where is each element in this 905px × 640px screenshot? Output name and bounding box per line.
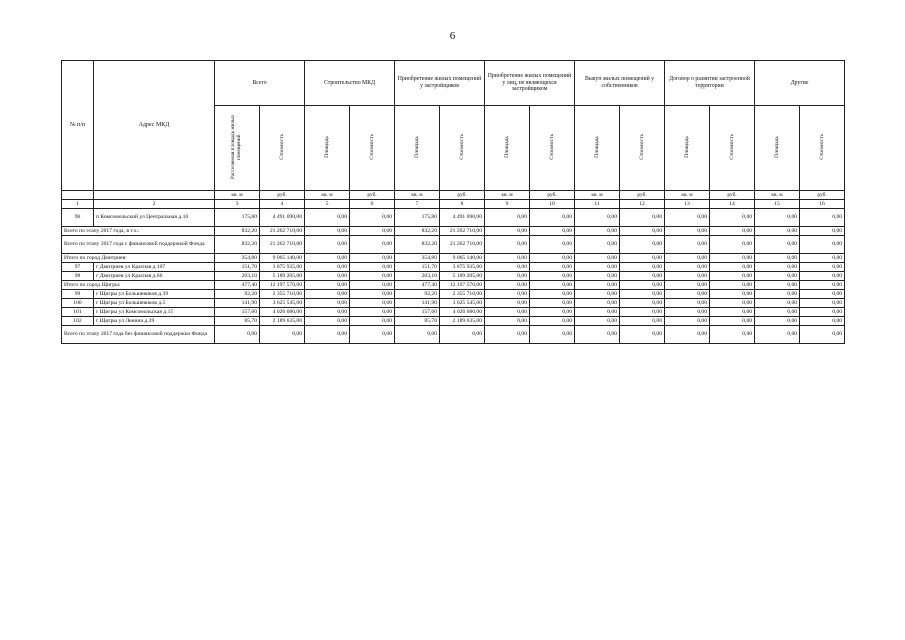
value-cell: 0,00 [530, 317, 575, 326]
value-cell: 0,00 [710, 290, 755, 299]
value-cell: 0,00 [620, 254, 665, 263]
value-cell: 0,00 [305, 272, 350, 281]
row-address: г Дмитриев ул Красная д.107 [94, 263, 215, 272]
unit-rub: руб. [350, 191, 395, 200]
value-cell: 0,00 [800, 263, 845, 272]
row-number: 100 [62, 299, 94, 308]
table-row [62, 317, 845, 326]
header-area: Площадь [305, 106, 350, 191]
value-cell: 832,20 [395, 227, 440, 236]
row-number: 99 [62, 290, 94, 299]
value-cell: 0,00 [800, 227, 845, 236]
value-cell: 0,00 [350, 299, 395, 308]
value-cell: 141,90 [395, 299, 440, 308]
header-cost: Стоимость [710, 106, 755, 191]
column-number: 9 [485, 200, 530, 209]
value-cell: 0,00 [575, 308, 620, 317]
column-number: 12 [620, 200, 665, 209]
value-cell: 0,00 [575, 272, 620, 281]
value-cell: 0,00 [350, 317, 395, 326]
row-total-label: Всего по этапу 2017 года, в т.ч.: [62, 227, 215, 236]
value-cell: 0,00 [575, 317, 620, 326]
header-area: Площадь [755, 106, 800, 191]
value-cell: 832,20 [215, 227, 260, 236]
value-cell: 0,00 [620, 308, 665, 317]
value-cell: 0,00 [350, 326, 395, 344]
value-cell: 0,00 [305, 326, 350, 344]
unit-area: кв. м [755, 191, 800, 200]
column-number: 15 [755, 200, 800, 209]
value-cell: 0,00 [800, 326, 845, 344]
value-cell: 0,00 [530, 263, 575, 272]
value-cell: 0,00 [755, 281, 800, 290]
value-cell: 0,00 [710, 263, 755, 272]
value-cell: 0,00 [530, 236, 575, 254]
value-cell: 0,00 [665, 254, 710, 263]
value-cell: 0,00 [350, 290, 395, 299]
value-cell: 0,00 [620, 317, 665, 326]
value-cell: 0,00 [350, 308, 395, 317]
value-cell: 203,10 [395, 272, 440, 281]
value-cell: 0,00 [800, 272, 845, 281]
unit-area: кв. м [305, 191, 350, 200]
value-cell: 3 625 545,00 [260, 299, 305, 308]
value-cell: 0,00 [305, 281, 350, 290]
value-cell: 0,00 [755, 227, 800, 236]
value-cell: 0,00 [305, 290, 350, 299]
value-cell: 0,00 [530, 272, 575, 281]
value-cell: 0,00 [305, 317, 350, 326]
value-cell: 0,00 [395, 326, 440, 344]
column-number: 7 [395, 200, 440, 209]
unit-rub: руб. [620, 191, 665, 200]
value-cell: 0,00 [665, 317, 710, 326]
page-number: 6 [449, 30, 456, 42]
value-cell: 0,00 [485, 281, 530, 290]
value-cell: 0,00 [710, 209, 755, 227]
value-cell: 9 065 140,00 [440, 254, 485, 263]
table-row [62, 209, 845, 227]
value-cell: 0,00 [575, 263, 620, 272]
value-cell: 0,00 [710, 317, 755, 326]
unit-area: кв. м [485, 191, 530, 200]
value-cell: 157,60 [215, 308, 260, 317]
value-cell: 0,00 [485, 299, 530, 308]
value-cell: 21 262 710,00 [440, 227, 485, 236]
total-row [62, 236, 845, 254]
column-number: 3 [215, 200, 260, 209]
column-number: 11 [575, 200, 620, 209]
row-address: г Щигры ул Комсомольская д.15 [94, 308, 215, 317]
value-cell: 4 491 690,00 [440, 209, 485, 227]
value-cell: 0,00 [575, 209, 620, 227]
header-group-total: Всего [215, 61, 305, 106]
column-number: 1 [62, 200, 94, 209]
value-cell: 0,00 [665, 272, 710, 281]
unit-rub: руб. [710, 191, 755, 200]
value-cell: 0,00 [620, 290, 665, 299]
row-total-label: Всего по этапу 2017 года без финансовой поддержки Фонда [62, 326, 215, 344]
row-address: г Щигры ул Большевиков д.5 [94, 299, 215, 308]
value-cell: 354,80 [215, 254, 260, 263]
unit-cell [62, 191, 94, 200]
value-cell: 0,00 [710, 299, 755, 308]
value-cell: 0,00 [620, 326, 665, 344]
value-cell: 0,00 [755, 209, 800, 227]
value-cell: 151,70 [395, 263, 440, 272]
header-address: Адрес МКД [94, 61, 215, 191]
value-cell: 354,80 [395, 254, 440, 263]
value-cell: 157,60 [395, 308, 440, 317]
value-cell: 0,00 [800, 308, 845, 317]
header-group-other: Другие [755, 61, 845, 106]
value-cell: 2 189 635,00 [440, 317, 485, 326]
unit-rub: руб. [800, 191, 845, 200]
value-cell: 3 625 545,00 [440, 299, 485, 308]
value-cell: 0,00 [350, 227, 395, 236]
value-cell: 0,00 [530, 326, 575, 344]
value-cell: 0,00 [485, 254, 530, 263]
value-cell: 0,00 [575, 236, 620, 254]
unit-area: кв. м [665, 191, 710, 200]
value-cell: 0,00 [530, 227, 575, 236]
value-cell: 151,70 [215, 263, 260, 272]
unit-area: кв. м [395, 191, 440, 200]
value-cell: 0,00 [305, 209, 350, 227]
value-cell: 0,00 [350, 272, 395, 281]
value-cell: 832,20 [395, 236, 440, 254]
value-cell: 0,00 [710, 254, 755, 263]
value-cell: 4 491 690,00 [260, 209, 305, 227]
row-number: 102 [62, 317, 94, 326]
value-cell: 0,00 [665, 263, 710, 272]
value-cell: 0,00 [755, 272, 800, 281]
value-cell: 21 262 710,00 [260, 227, 305, 236]
value-cell: 0,00 [575, 227, 620, 236]
header-group-development-contract: Договор о развитии застроенной территории [665, 61, 755, 106]
value-cell: 92,20 [215, 290, 260, 299]
value-cell: 0,00 [665, 227, 710, 236]
unit-rub: руб. [440, 191, 485, 200]
table-row [62, 290, 845, 299]
value-cell: 0,00 [665, 281, 710, 290]
value-cell: 0,00 [575, 254, 620, 263]
value-cell: 832,20 [215, 236, 260, 254]
housing-resettlement-table [61, 60, 845, 344]
column-number: 5 [305, 200, 350, 209]
value-cell: 0,00 [305, 299, 350, 308]
header-group-developer-purchase: Приобретение жилых помещений у застройщиков [395, 61, 485, 106]
value-cell: 0,00 [755, 308, 800, 317]
value-cell: 2 355 710,00 [440, 290, 485, 299]
value-cell: 0,00 [665, 299, 710, 308]
value-cell: 92,20 [395, 290, 440, 299]
value-cell: 4 026 680,00 [440, 308, 485, 317]
table-row [62, 308, 845, 317]
row-address: п Комсомольский ул Центральная д.10 [94, 209, 215, 227]
value-cell: 0,00 [755, 299, 800, 308]
value-cell: 0,00 [305, 263, 350, 272]
value-cell: 0,00 [710, 326, 755, 344]
value-cell: 0,00 [215, 326, 260, 344]
value-cell: 21 262 710,00 [260, 236, 305, 254]
value-cell: 0,00 [530, 290, 575, 299]
value-cell: 0,00 [620, 281, 665, 290]
value-cell: 0,00 [485, 326, 530, 344]
column-number: 6 [350, 200, 395, 209]
value-cell: 0,00 [755, 254, 800, 263]
value-cell: 0,00 [755, 290, 800, 299]
value-cell: 0,00 [575, 299, 620, 308]
value-cell: 0,00 [350, 209, 395, 227]
value-cell: 0,00 [575, 281, 620, 290]
value-cell: 5 189 205,00 [260, 272, 305, 281]
value-cell: 21 262 710,00 [440, 236, 485, 254]
header-area: Площадь [485, 106, 530, 191]
value-cell: 0,00 [350, 281, 395, 290]
value-cell: 0,00 [350, 263, 395, 272]
value-cell: 0,00 [485, 290, 530, 299]
header-group-construction: Строительство МКД [305, 61, 395, 106]
header-cost: Стоимость [530, 106, 575, 191]
unit-area: кв. м [215, 191, 260, 200]
value-cell: 0,00 [530, 254, 575, 263]
column-number: 14 [710, 200, 755, 209]
value-cell: 0,00 [485, 227, 530, 236]
value-cell: 141,90 [215, 299, 260, 308]
header-group-nondeveloper-purchase: Приобретение жилых помещений у лиц, не являющихся застройщиком [485, 61, 575, 106]
value-cell: 0,00 [485, 272, 530, 281]
value-cell: 0,00 [800, 317, 845, 326]
table-row [62, 299, 845, 308]
value-cell: 477,40 [395, 281, 440, 290]
value-cell: 0,00 [305, 308, 350, 317]
row-number: 101 [62, 308, 94, 317]
row-total-label: Итого по город Щигры: [62, 281, 215, 290]
header-cost: Стоимость [260, 106, 305, 191]
header-area: Площадь [665, 106, 710, 191]
value-cell: 85,70 [215, 317, 260, 326]
row-address: г Дмитриев ул Красная д.66 [94, 272, 215, 281]
header-group-owner-buyout: Выкуп жилых помещений у собственников [575, 61, 665, 106]
value-cell: 0,00 [755, 236, 800, 254]
value-cell: 0,00 [710, 236, 755, 254]
value-cell: 0,00 [260, 326, 305, 344]
unit-rub: руб. [260, 191, 305, 200]
header-group-row [62, 61, 845, 106]
row-address: г Щигры ул Большевиков д.39 [94, 290, 215, 299]
value-cell: 0,00 [305, 236, 350, 254]
header-area: Площадь [395, 106, 440, 191]
unit-cell [94, 191, 215, 200]
table-row [62, 263, 845, 272]
value-cell: 3 875 935,00 [440, 263, 485, 272]
value-cell: 0,00 [665, 290, 710, 299]
value-cell: 0,00 [485, 209, 530, 227]
unit-area: кв. м [575, 191, 620, 200]
value-cell: 203,10 [215, 272, 260, 281]
value-cell: 477,40 [215, 281, 260, 290]
row-total-label: Итого по город Дмитриев: [62, 254, 215, 263]
value-cell: 0,00 [710, 308, 755, 317]
table-row [62, 272, 845, 281]
value-cell: 0,00 [485, 236, 530, 254]
value-cell: 12 197 570,00 [440, 281, 485, 290]
value-cell: 0,00 [755, 263, 800, 272]
value-cell: 0,00 [485, 317, 530, 326]
value-cell: 0,00 [710, 272, 755, 281]
value-cell: 0,00 [530, 281, 575, 290]
value-cell: 2 355 710,00 [260, 290, 305, 299]
value-cell: 0,00 [800, 236, 845, 254]
value-cell: 0,00 [755, 326, 800, 344]
value-cell: 0,00 [530, 299, 575, 308]
table-body [62, 209, 845, 344]
header-area: Площадь [575, 106, 620, 191]
header-resettled-area: Расселяемая площадь жилых помещений [215, 106, 260, 191]
value-cell: 0,00 [710, 281, 755, 290]
units-row [62, 191, 845, 200]
value-cell: 175,80 [215, 209, 260, 227]
value-cell: 2 189 635,00 [260, 317, 305, 326]
value-cell: 0,00 [575, 290, 620, 299]
value-cell: 0,00 [530, 308, 575, 317]
value-cell: 0,00 [530, 209, 575, 227]
row-number: 98 [62, 272, 94, 281]
value-cell: 0,00 [440, 326, 485, 344]
column-number: 4 [260, 200, 305, 209]
value-cell: 0,00 [485, 308, 530, 317]
value-cell: 0,00 [620, 263, 665, 272]
value-cell: 0,00 [800, 299, 845, 308]
value-cell: 0,00 [620, 236, 665, 254]
value-cell: 0,00 [710, 227, 755, 236]
value-cell: 5 189 205,00 [440, 272, 485, 281]
row-number: 96 [62, 209, 94, 227]
value-cell: 0,00 [350, 236, 395, 254]
value-cell: 12 197 570,00 [260, 281, 305, 290]
value-cell: 0,00 [620, 209, 665, 227]
row-total-label: Всего по этапу 2017 года с финансовой поддержкой Фонда [62, 236, 215, 254]
value-cell: 9 065 140,00 [260, 254, 305, 263]
column-number: 16 [800, 200, 845, 209]
header-cost: Стоимость [620, 106, 665, 191]
value-cell: 0,00 [620, 272, 665, 281]
value-cell: 0,00 [485, 263, 530, 272]
header-row-number: № п/п [62, 61, 94, 191]
value-cell: 0,00 [800, 290, 845, 299]
value-cell: 4 026 680,00 [260, 308, 305, 317]
column-numbers-row [62, 200, 845, 209]
value-cell: 0,00 [620, 299, 665, 308]
total-row [62, 227, 845, 236]
column-number: 10 [530, 200, 575, 209]
total-row [62, 326, 845, 344]
row-number: 97 [62, 263, 94, 272]
value-cell: 0,00 [800, 281, 845, 290]
value-cell: 0,00 [665, 308, 710, 317]
value-cell: 0,00 [665, 209, 710, 227]
value-cell: 0,00 [800, 254, 845, 263]
column-number: 13 [665, 200, 710, 209]
header-cost: Стоимость [350, 106, 395, 191]
value-cell: 0,00 [305, 254, 350, 263]
header-cost: Стоимость [440, 106, 485, 191]
column-number: 2 [94, 200, 215, 209]
value-cell: 0,00 [665, 326, 710, 344]
value-cell: 0,00 [350, 254, 395, 263]
value-cell: 0,00 [800, 209, 845, 227]
value-cell: 0,00 [755, 317, 800, 326]
total-row [62, 254, 845, 263]
value-cell: 0,00 [305, 227, 350, 236]
value-cell: 85,70 [395, 317, 440, 326]
value-cell: 0,00 [665, 236, 710, 254]
header-cost: Стоимость [800, 106, 845, 191]
column-number: 8 [440, 200, 485, 209]
value-cell: 0,00 [620, 227, 665, 236]
value-cell: 3 875 935,00 [260, 263, 305, 272]
unit-rub: руб. [530, 191, 575, 200]
row-address: г Щигры ул Ленина д.39 [94, 317, 215, 326]
value-cell: 175,80 [395, 209, 440, 227]
value-cell: 0,00 [575, 326, 620, 344]
total-row [62, 281, 845, 290]
